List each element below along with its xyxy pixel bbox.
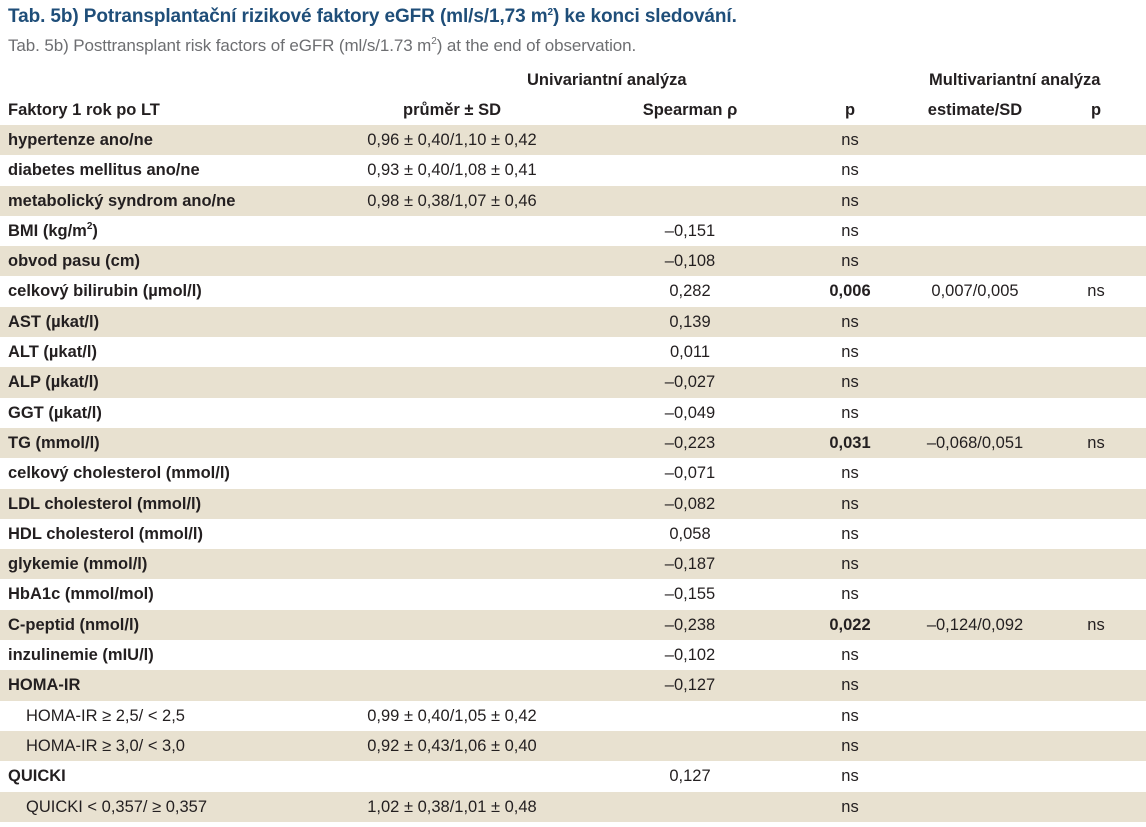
spearman-cell: 0,058 (669, 524, 711, 543)
factor-cell: celkový bilirubin (µmol/l) (8, 282, 202, 301)
spearman-cell: –0,027 (664, 373, 716, 392)
p-multivariate-cell: ns (1087, 433, 1105, 452)
factor-cell: QUICKI (8, 767, 66, 786)
estimate-sd-cell: 0,007/0,005 (931, 282, 1019, 301)
table-row (0, 307, 1146, 337)
p-value-cell: ns (841, 464, 859, 483)
table-row (0, 428, 1146, 458)
table-row (0, 186, 1146, 216)
estimate-sd-cell: –0,124/0,092 (926, 615, 1024, 634)
column-header-spearman: Spearman ρ (642, 101, 738, 119)
table-row (0, 458, 1146, 488)
p-value-cell: ns (841, 161, 859, 180)
p-value-cell: ns (841, 312, 859, 331)
title-czech-text: Tab. 5b) Potransplantační rizikové faktory eGFR (ml/s/1,73 m (8, 6, 548, 27)
table-row (0, 610, 1146, 640)
p-value-cell: ns (841, 797, 859, 816)
spearman-cell: –0,082 (664, 494, 716, 513)
table-row (0, 155, 1146, 185)
factor-cell: ALT (µkat/l) (8, 343, 97, 362)
table-row (0, 216, 1146, 246)
p-value-cell: ns (841, 524, 859, 543)
table-title-english (8, 36, 636, 56)
spearman-cell: –0,049 (664, 403, 716, 422)
mean-sd-cell: 0,93 ± 0,40/1,08 ± 0,41 (367, 161, 537, 180)
table-row (0, 519, 1146, 549)
spearman-cell: –0,187 (664, 555, 716, 574)
title-czech-text-end: ) ke konci sledování. (553, 6, 737, 27)
factor-cell: HOMA-IR ≥ 2,5/ < 2,5 (26, 706, 185, 725)
estimate-sd-cell: –0,068/0,051 (926, 433, 1024, 452)
p-value-cell: ns (841, 646, 859, 665)
factor-cell: GGT (µkat/l) (8, 403, 102, 422)
factor-cell: LDL cholesterol (mmol/l) (8, 494, 202, 513)
table-row (0, 276, 1146, 306)
p-value-cell: ns (841, 676, 859, 695)
factor-text: BMI (kg/m (8, 221, 87, 240)
table-row (0, 549, 1146, 579)
spearman-cell: –0,108 (664, 252, 716, 271)
table-row (0, 761, 1146, 791)
table-row (0, 701, 1146, 731)
p-value-cell: ns (841, 131, 859, 149)
column-header-estimate-sd: estimate/SD (927, 101, 1023, 119)
spearman-cell: –0,151 (664, 221, 716, 240)
spearman-cell: 0,282 (669, 282, 711, 301)
mean-sd-cell: 0,96 ± 0,40/1,10 ± 0,42 (367, 131, 537, 149)
p-value-cell: ns (841, 585, 859, 604)
table-row (0, 398, 1146, 428)
p-value-cell: ns (841, 736, 859, 755)
table-row (0, 579, 1146, 609)
p-value-cell: 0,022 (829, 615, 871, 634)
group-header-univariate: Univariantní analýza (527, 71, 687, 89)
spearman-cell: –0,127 (664, 676, 716, 695)
spearman-cell: –0,102 (664, 646, 716, 665)
p-value-cell: ns (841, 373, 859, 392)
spearman-cell: 0,011 (669, 343, 711, 362)
table-row (0, 246, 1146, 276)
p-value-cell: ns (841, 706, 859, 725)
factor-cell: HOMA-IR ≥ 3,0/ < 3,0 (26, 736, 185, 755)
p-value-cell: ns (841, 555, 859, 574)
table-row (0, 337, 1146, 367)
table-row (0, 731, 1146, 761)
table-row (0, 640, 1146, 670)
spearman-cell: –0,155 (664, 585, 716, 604)
table-row (0, 125, 1146, 155)
factor-cell: C-peptid (nmol/l) (8, 615, 140, 634)
spearman-cell: –0,071 (664, 464, 716, 483)
spearman-cell: –0,223 (664, 433, 716, 452)
p-value-cell: ns (841, 767, 859, 786)
p-value-cell: ns (841, 403, 859, 422)
title-czech-superscript: 2 (547, 7, 553, 18)
factor-cell: celkový cholesterol (mmol/l) (8, 464, 230, 483)
table-row (0, 367, 1146, 397)
p-value-cell: ns (841, 221, 859, 240)
factor-cell: inzulinemie (mIU/l) (8, 646, 154, 665)
table-body (0, 125, 1146, 822)
mean-sd-cell: 0,99 ± 0,40/1,05 ± 0,42 (367, 706, 537, 725)
spearman-cell: 0,139 (669, 312, 711, 331)
factor-cell: metabolický syndrom ano/ne (8, 191, 236, 210)
factor-cell: obvod pasu (cm) (8, 252, 141, 271)
factor-cell: diabetes mellitus ano/ne (8, 161, 200, 180)
table-row (0, 670, 1146, 700)
factor-cell: HbA1c (mmol/mol) (8, 585, 154, 604)
p-value-cell: 0,031 (829, 433, 871, 452)
column-header-p-multivariate: p (1090, 101, 1102, 119)
column-header-p-univariate: p (844, 101, 856, 119)
p-multivariate-cell: ns (1087, 282, 1105, 301)
table-title-czech (8, 6, 737, 28)
table-row (0, 792, 1146, 822)
title-english-text-end: ) at the end of observation. (436, 36, 637, 55)
factor-cell: AST (µkat/l) (8, 312, 100, 331)
column-header-mean-sd: průměr ± SD (403, 101, 501, 119)
factor-cell: HDL cholesterol (mmol/l) (8, 524, 203, 543)
mean-sd-cell: 0,92 ± 0,43/1,06 ± 0,40 (367, 736, 537, 755)
p-value-cell: ns (841, 252, 859, 271)
title-english-text: Tab. 5b) Posttransplant risk factors of eGFR (ml/s/1.73 m (8, 36, 432, 55)
factor-cell: TG (mmol/l) (8, 433, 100, 452)
factor-cell: ALP (µkat/l) (8, 373, 99, 392)
factor-cell: QUICKI < 0,357/ ≥ 0,357 (26, 797, 208, 816)
factor-text-end: ) (92, 221, 98, 240)
spearman-cell: 0,127 (669, 767, 711, 786)
spearman-cell: –0,238 (664, 615, 716, 634)
factor-cell: glykemie (mmol/l) (8, 555, 148, 574)
p-value-cell: ns (841, 191, 859, 210)
mean-sd-cell: 0,98 ± 0,38/1,07 ± 0,46 (367, 191, 537, 210)
p-value-cell: ns (841, 494, 859, 513)
factor-cell (8, 216, 98, 246)
factor-superscript: 2 (86, 220, 93, 232)
p-value-cell: 0,006 (829, 282, 871, 301)
mean-sd-cell: 1,02 ± 0,38/1,01 ± 0,48 (367, 797, 537, 816)
p-value-cell: ns (841, 343, 859, 362)
column-header-factor: Faktory 1 rok po LT (8, 101, 160, 119)
group-header-multivariate: Multivariantní analýza (929, 71, 1101, 89)
table-row (0, 489, 1146, 519)
factor-cell: hypertenze ano/ne (8, 131, 153, 149)
p-multivariate-cell: ns (1087, 615, 1105, 634)
factor-cell: HOMA-IR (8, 676, 81, 695)
title-english-superscript: 2 (431, 36, 437, 47)
